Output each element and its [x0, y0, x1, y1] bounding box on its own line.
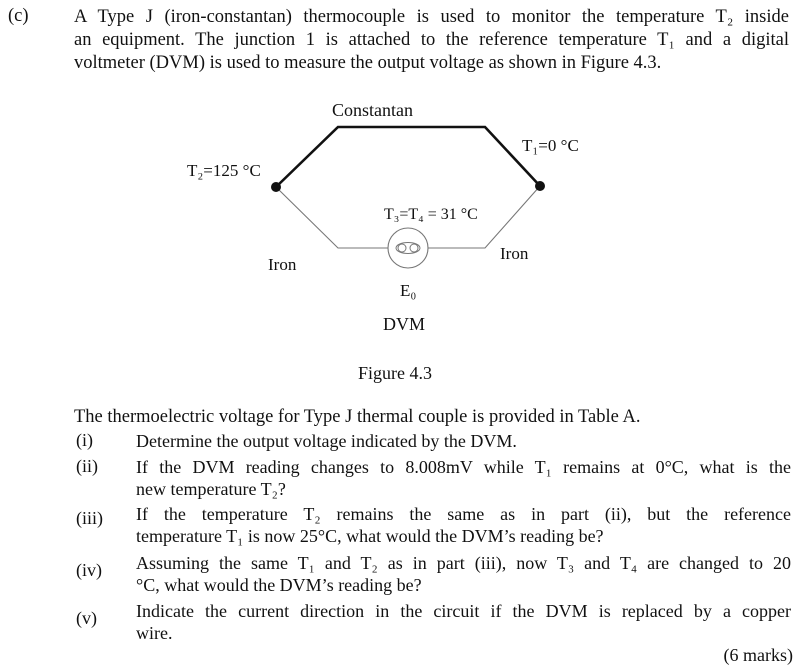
t2-label: T₂=125 °C [187, 161, 261, 180]
question-number: (iii) [76, 508, 103, 528]
part-label: (c) [8, 6, 29, 26]
dvm-meter-icon [388, 228, 428, 268]
question-line: wire. [136, 623, 173, 643]
t1-label: T₁=0 °C [522, 136, 579, 155]
intro-line: A Type J (iron-constantan) thermocouple is used to monitor the temperature T₂ inside [74, 7, 789, 27]
t3t4-label: T₃=T₄ = 31 °C [384, 206, 478, 223]
question-line: temperature T₁ is now 25°C, what would the DVM’s reading be? [136, 526, 604, 546]
question-line: Determine the output voltage indicated by the DVM. [136, 431, 517, 451]
question-line: If the temperature T₂ remains the same as in part (ii), but the reference [136, 504, 791, 524]
question-line: Indicate the current direction in the circuit if the DVM is replaced by a copper [136, 601, 791, 621]
marks-label: (6 marks) [723, 645, 793, 665]
iron-label-left: Iron [268, 255, 297, 274]
question-line: If the DVM reading changes to 8.008mV while T₁ remains at 0°C, what is the [136, 457, 791, 477]
junction-2-dot [271, 182, 281, 192]
constantan-label: Constantan [332, 100, 413, 120]
question-number: (ii) [76, 456, 98, 476]
constantan-wire [276, 127, 540, 187]
question-number: (v) [76, 608, 97, 628]
question-number: (iv) [76, 560, 102, 580]
question-line: new temperature T₂? [136, 479, 286, 499]
iron-wire-left [276, 187, 392, 248]
question-text [136, 430, 791, 452]
question-text [136, 600, 791, 644]
eo-label: E₀ [400, 281, 417, 300]
question-line: Assuming the same T₁ and T₂ as in part (iii), now T₃ and T₄ are changed to 20 [136, 553, 791, 573]
dvm-label: DVM [383, 314, 426, 334]
figure-caption: Figure 4.3 [358, 363, 432, 383]
intro-line: voltmeter (DVM) is used to measure the output voltage as shown in Figure 4.3. [74, 53, 662, 73]
question-line: °C, what would the DVM’s reading be? [136, 575, 422, 595]
question-number: (i) [76, 430, 93, 450]
iron-label-right: Iron [500, 244, 529, 263]
question-text [136, 503, 791, 547]
table-note: The thermoelectric voltage for Type J thermal couple is provided in Table A. [74, 407, 641, 427]
junction-1-dot [535, 181, 545, 191]
question-text [136, 456, 791, 500]
intro-line: an equipment. The junction 1 is attached to the reference temperature T₁ and a digital [74, 30, 789, 50]
question-text [136, 552, 791, 596]
